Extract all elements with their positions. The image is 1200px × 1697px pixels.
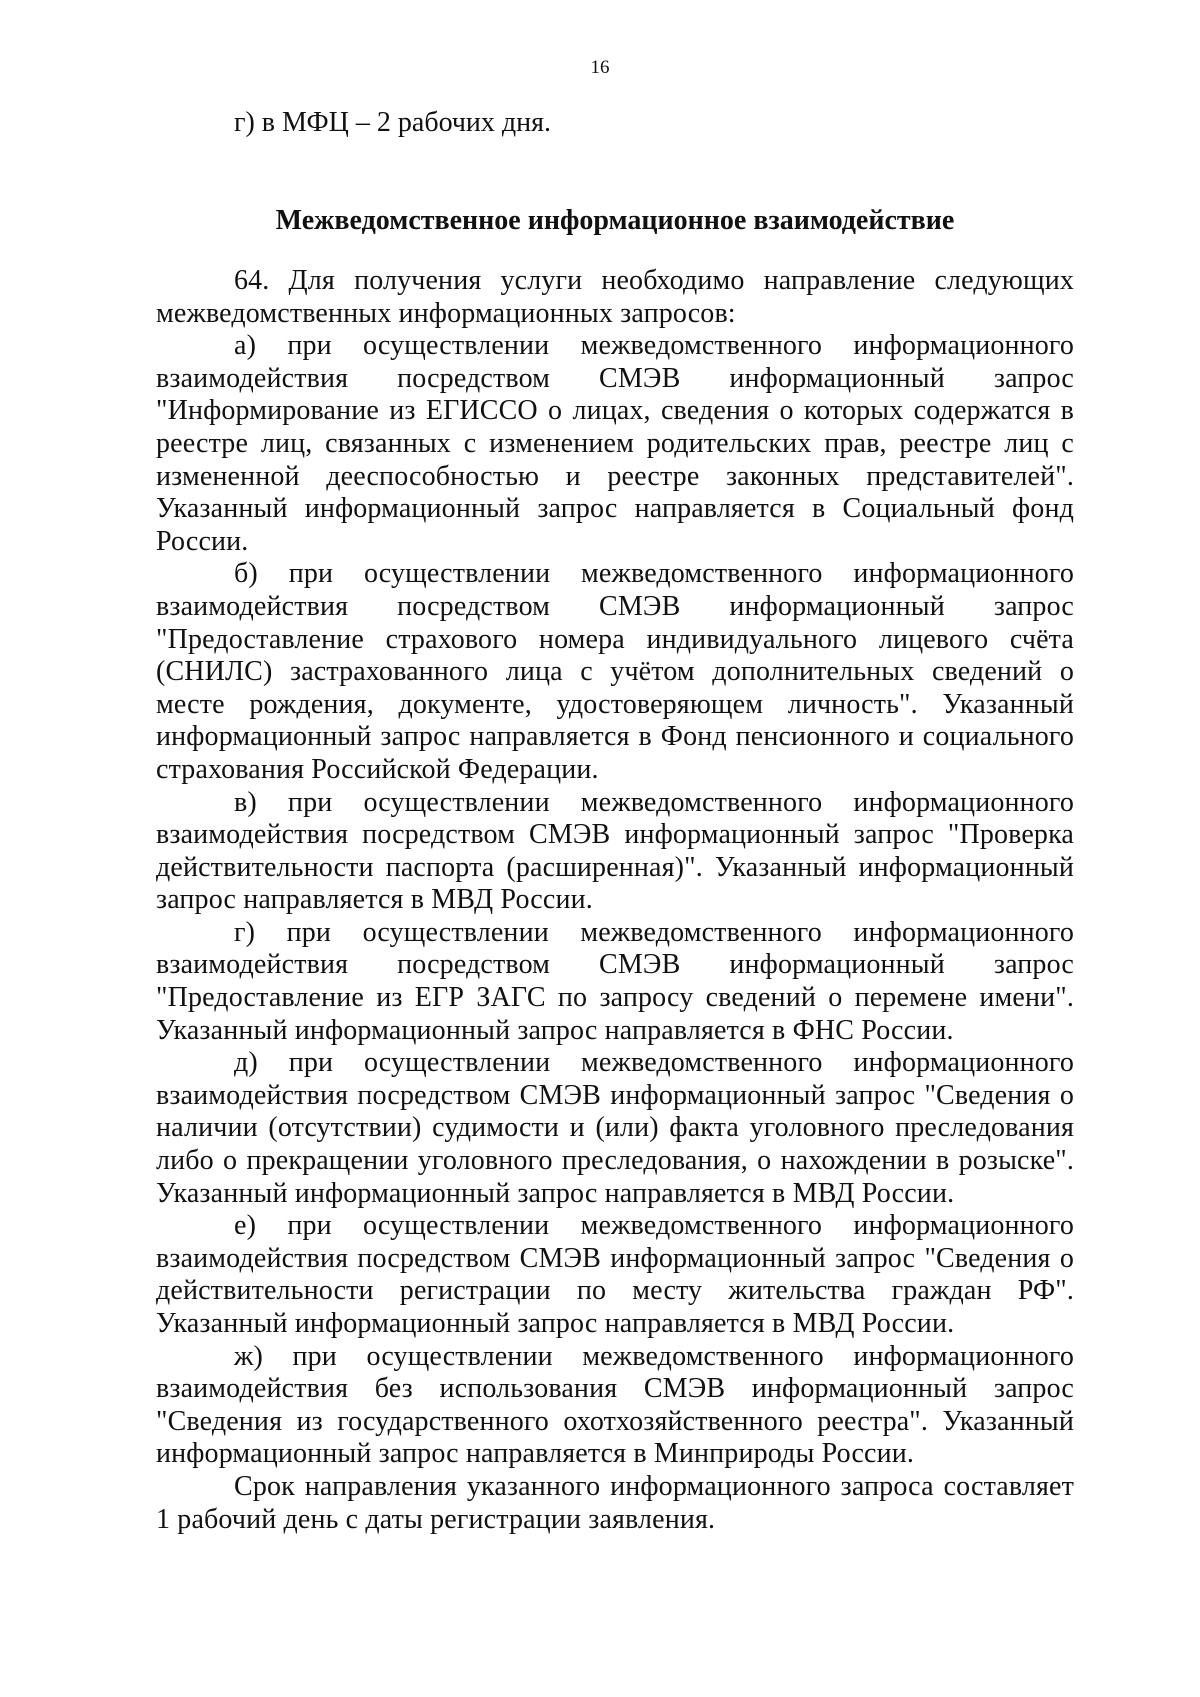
page-number: 16 (590, 57, 610, 78)
main-text (156, 265, 1074, 1536)
paragraph-item-g: г) при осуществлении межведомственного информационного взаимодействия посредством СМЭВ информационный запрос "Предоставление из ЕГР ЗАГС по запросу сведений о перемене имени". Указанный информационный запрос направляется в ФНС России. (156, 916, 1074, 1046)
paragraph-item-e: е) при осуществлении межведомственного информационного взаимодействия посредством СМЭВ информационный запрос "Сведения о действительности регистрации по месту жительства граждан РФ". Указанный информационный запрос направляется в МВД России. (156, 1210, 1074, 1339)
intro-line: г) в МФЦ – 2 рабочих дня. (234, 107, 552, 138)
paragraph-deadline: Срок направления указанного информационного запроса составляет 1 рабочий день с даты регистрации заявления. (156, 1470, 1074, 1535)
paragraph-item-b: б) при осуществлении межведомственного информационного взаимодействия посредством СМЭВ информационный запрос "Предоставление страхового номера индивидуального лицевого счёта (СНИЛС) застрахованного лица с учётом дополнительных сведений о месте рождения, документе, удостоверяющем личность". Указанный информационный запрос направляется в Фонд пенсионного и социального страхования Российской Федерации. (156, 558, 1074, 785)
paragraph-item-a: а) при осуществлении межведомственного информационного взаимодействия посредством СМЭВ информационный запрос "Информирование из ЕГИССО о лицах, сведения о которых содержатся в реестре лиц, связанных с изменением родительских прав, реестре лиц с измененной дееспособностью и реестре законных представителей". Указанный информационный запрос направляется в Социальный фонд России. (156, 330, 1074, 557)
paragraph-item-v: в) при осуществлении межведомственного информационного взаимодействия посредством СМЭВ информационный запрос "Проверка действительности паспорта (расширенная)". Указанный информационный запрос направляется в МВД России. (156, 786, 1074, 916)
paragraph-item-d: д) при осуществлении межведомственного информационного взаимодействия посредством СМЭВ информационный запрос "Сведения о наличии (отсутствии) судимости и (или) факта уголовного преследования либо о прекращении уголовного преследования, о нахождении в розыске". Указанный информационный запрос направляется в МВД России. (156, 1047, 1074, 1209)
section-heading: Межведомственное информационное взаимодействие (275, 205, 955, 236)
paragraph-item-zh: ж) при осуществлении межведомственного информационного взаимодействия без использования СМЭВ информационный запрос "Сведения из государственного охотхозяйственного реестра". Указанный информационный запрос направляется в Минприроды России. (156, 1340, 1074, 1470)
paragraph-64-intro: 64. Для получения услуги необходимо направление следующих межведомственных информационных запросов: (156, 265, 1074, 329)
